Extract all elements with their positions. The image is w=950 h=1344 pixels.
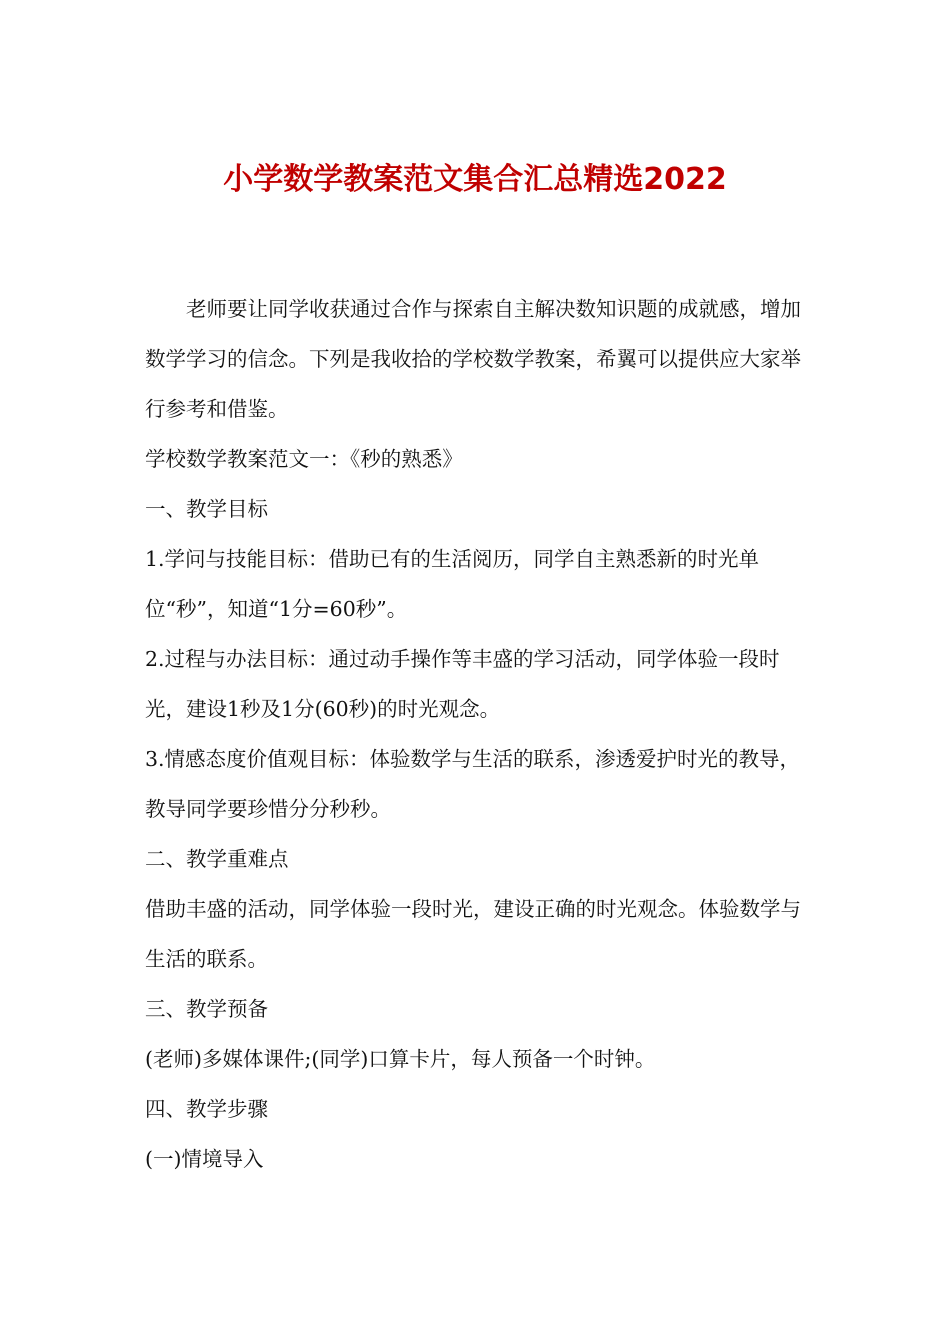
section-heading-objectives: 一、教学目标 xyxy=(145,497,268,521)
step-heading-1: (一)情境导入 xyxy=(145,1147,264,1171)
objective-item-3: 3.情感态度价值观目标：体验数学与生活的联系，渗透爱护时光的教导，教导同学要珍惜分分秒秒。 xyxy=(145,747,801,821)
objective-item-1: 1.学问与技能目标：借助已有的生活阅历，同学自主熟悉新的时光单位“秒”，知道“1分=60秒”。 xyxy=(145,547,760,621)
section-heading-steps: 四、教学步骤 xyxy=(145,1097,268,1121)
lesson-heading: 学校数学教案范文一：《秒的熟悉》 xyxy=(145,447,463,471)
document-body xyxy=(145,284,807,1184)
section-heading-key-points: 二、教学重难点 xyxy=(145,847,289,871)
intro-paragraph: 老师要让同学收获通过合作与探索自主解决数知识题的成就感，增加数学学习的信念。下列是我收拾的学校数学教案，希翼可以提供应大家举行参考和借鉴。 xyxy=(145,297,801,421)
objective-item-2: 2.过程与办法目标：通过动手操作等丰盛的学习活动，同学体验一段时光，建设1秒及1分(60秒)的时光观念。 xyxy=(145,647,780,721)
preparation-paragraph: (老师)多媒体课件;(同学)口算卡片，每人预备一个时钟。 xyxy=(145,1047,656,1071)
document-title: 小学数学教案范文集合汇总精选2022 xyxy=(223,162,727,197)
section-heading-preparation: 三、教学预备 xyxy=(145,997,268,1021)
key-points-paragraph: 借助丰盛的活动，同学体验一段时光，建设正确的时光观念。体验数学与生活的联系。 xyxy=(145,897,801,971)
